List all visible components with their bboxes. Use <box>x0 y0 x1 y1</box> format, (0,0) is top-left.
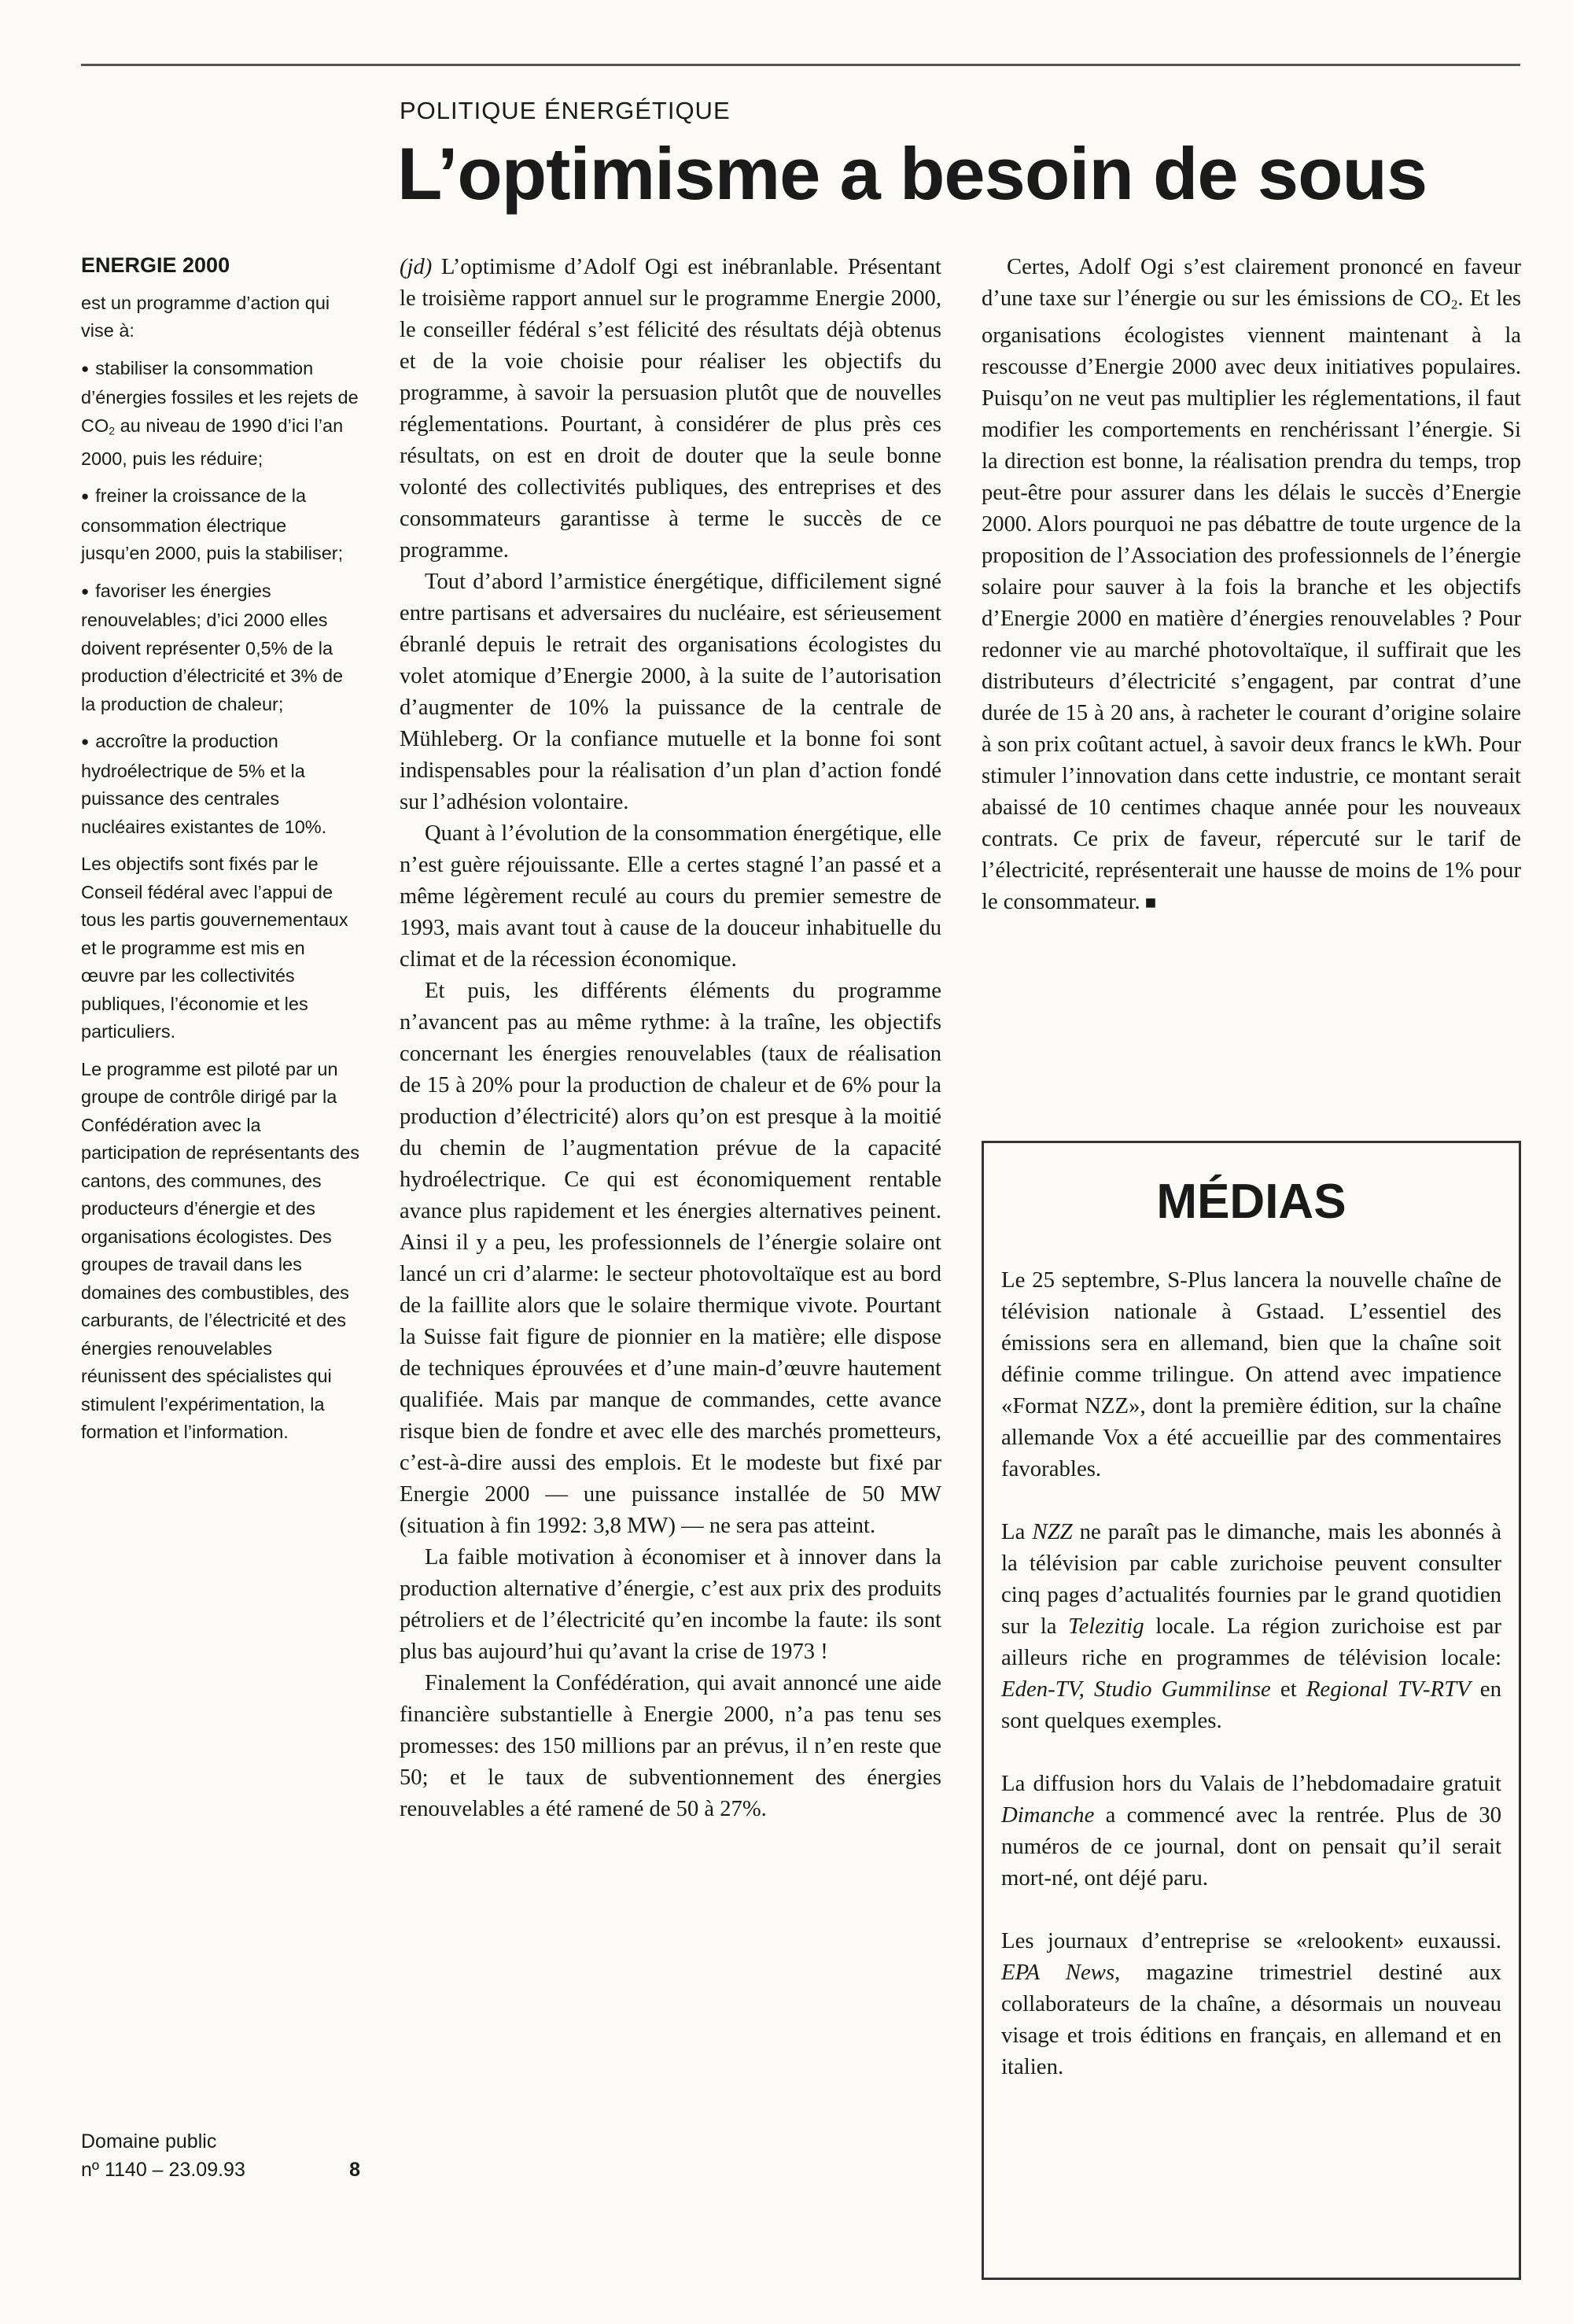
article-paragraph-1: (jd) L’optimisme d’Adolf Ogi est inébranlable. Présentant le troisième rapport annuel sur le programme Energie 2000, le conseiller fédéral s’est félicité des résultats déjà obtenus et de la voie choisie pour réaliser les objectifs du programme, à savoir la persuasion plutôt que de nouvelles réglementations. Pourtant, à considérer de plus près ces résultats, on est en droit de douter que la seule bonne volonté des collectivités publiques, des entreprises et des consommateurs garantisse à terme le succès de ce programme. <box>400 255 941 563</box>
page-footer <box>81 2127 360 2184</box>
media-box <box>982 1141 1521 2280</box>
sidebar-title: ENERGIE 2000 <box>81 253 230 277</box>
sidebar-bullet-4: ● accroître la production hydroélectrique de 5% et la puissance des centrales nucléaires existantes de 10%. <box>81 728 360 841</box>
article-paragraph-2: Tout d’abord l’armistice énergétique, difficilement signé entre partisans et adversaires du nucléaire, est sérieusement ébranlé depuis le retrait des organisations écologistes du volet atomique d’Energie 2000, à la suite de l’autorisation d’augmenter de 10% la puissance de la centrale de Mühleberg. Or la confiance mutuelle et la bonne foi sont indispensables pour la réalisation d’un plan d’action fondé sur l’adhésion volontaire. <box>400 570 941 814</box>
media-paragraph-1: Le 25 septembre, S-Plus lancera la nouvelle chaîne de télévision nationale à Gstaad. L’essentiel des émissions sera en allemand, bien que la chaîne soit définie comme trilingue. On attend avec impatience «Format NZZ», dont la première édition, sur la chaîne allemande Vox a été accueillie par des commentaires favorables. <box>1001 1267 1501 1481</box>
media-paragraph-2: La NZZ ne paraît pas le dimanche, mais les abonnés à la télévision par cable zurichoise peuvent consulter cinq pages d’actualités fournies par le grand quotidien sur la Telezitig locale. La région zurichoise est par ailleurs riche en programmes de télévision locale: Eden-TV, Studio Gummilinse et Regional TV-RTV en sont quelques exemples. <box>1001 1519 1501 1733</box>
author-initials: (jd) <box>400 255 433 279</box>
sidebar-paragraph-1: Les objectifs sont fixés par le Conseil fédéral avec l’appui de tous les partis gouvernementaux et le programme est mis en œuvre par les collectivités publiques, l’économie et les particuliers. <box>81 854 348 1042</box>
page-number: 8 <box>349 2159 360 2181</box>
sidebar-energie-2000 <box>81 252 360 1456</box>
article-paragraph-7: Certes, Adolf Ogi s’est clairement prononcé en faveur d’une taxe sur l’énergie ou sur les émissions de $CO_2$. Et les organisations écologistes viennent maintenant à la rescousse d’Energie 2000 avec deux initiatives populaires. Puisqu’on ne veut pas multiplier les réglementations, il faut modifier les comportements en renchérissant l’énergie. Si la direction est bonne, la réalisation prendra du temps, trop peut-être pour assurer dans les délais le succès d’Energie 2000. Alors pourquoi ne pas débattre de toute urgence de la proposition de l’Association des professionnels de l’énergie solaire pour sauver à la fois la branche et les objectifs d’Energie 2000 en matière d’énergies renouvelables ? Pour redonner vie au marché photovoltaïque, il suffirait que les distributeurs d’électricité s’engagent, par contrat d’une durée de 15 à 20 ans, à racheter le courant d’origine solaire à son prix coûtant actuel, à savoir deux francs le kWh. Pour stimuler l’innovation dans cette industrie, ce montant serait abaissé de 10 centimes chaque année pour les nouveaux contrats. Ce prix de faveur, répercuté sur le tarif de l’électricité, représenterait une hausse de moins de 1% pour le consommateur. ■ <box>982 252 1521 919</box>
article-column-1 <box>400 252 941 1825</box>
article-paragraph-4: Et puis, les différents éléments du programme n’avancent pas au même rythme: à la traîne, les objectifs concernant les énergies renouvelables (taux de réalisation de 15 à 20% pour la production de chaleur et de 6% pour la production d’électricité) alors qu’on est presque à la moitié du chemin de l’augmentation prévue de la capacité hydroélectrique. Ce qui est économiquement rentable avance plus rapidement et les énergies alternatives peinent. Ainsi il y a peu, les professionnels de l’énergie solaire ont lancé un cri d’alarme: le secteur photovoltaïque est au bord de la faillite alors que le solaire thermique vivote. Pourtant la Suisse fait figure de pionnier en la matière; elle dispose de techniques éprouvées et d’une main-d’œuvre hautement qualifiée. Mais par manque de commandes, cette avance risque bien de fondre et avec elle des marchés prometteurs, c’est-à-dire aussi des emplois. Et le modeste but fixé par Energie 2000 — une puissance installée de 50 MW (situation à fin 1992: 3,8 MW) — ne sera pas atteint. <box>400 979 941 1538</box>
media-title: MÉDIAS <box>1156 1175 1346 1229</box>
top-rule <box>81 64 1520 66</box>
section-kicker: POLITIQUE ÉNERGÉTIQUE <box>400 97 731 124</box>
article-headline: L’optimisme a besoin de sous <box>397 132 1427 215</box>
article-paragraph-3: Quant à l’évolution de la consommation énergétique, elle n’est guère réjouissante. Elle a certes stagné l’an passé et a même légèrement reculé au cours du premier semestre de 1993, mais avant tout à cause de la douceur inhabituelle du climat et de la récession économique. <box>400 821 941 972</box>
sidebar-intro: est un programme d’action qui vise à: <box>81 292 330 341</box>
media-paragraph-4: Les journaux d’entreprise se «relookent» euxaussi. EPA News, magazine trimestriel destiné aux collaborateurs de la chaîne, a désormais un nouveau visage et trois éditions en français, en allemand et en italien. <box>1001 1928 1501 2079</box>
sidebar-paragraph-2: Le programme est piloté par un groupe de contrôle dirigé par la Confédération avec la participation de représentants des cantons, des communes, des producteurs d’énergie et des organisations écologistes. Des groupes de travail dans les domaines des combustibles, des carburants, de l’électricité et des énergies renouvelables réunissent des spécialistes qui stimulent l’expérimentation, la formation et l’information. <box>81 1058 360 1443</box>
publication-name: Domaine public <box>81 2130 217 2152</box>
article-column-2 <box>982 252 1521 919</box>
sidebar-bullet-2: ● freiner la croissance de la consommation électrique jusqu’en 2000, puis la stabiliser; <box>81 482 360 568</box>
end-mark: . Et les organisations écologistes viennent maintenant à la rescousse d’Energie 2000 avec deux initiatives populaires. Puisqu’on ne veut pas multiplier les réglementations, il faut modifier les comportements en renchérissant l’énergie. Si la direction est bonne, la réalisation prendra du temps, trop peut-être pour assurer dans les délais le succès d’Energie 2000. Alors pourquoi ne pas débattre de toute urgence de la proposition de l’Association des professionnels de l’énergie solaire pour sauver à la fois la branche et les objectifs d’Energie 2000 en matière d’énergies renouvelables ? Pour redonner vie au marché photovoltaïque, il suffirait que les distributeurs d’électricité s’engagent, par contrat d’une durée de 15 à 20 ans, à racheter le courant d’origine solaire à son prix coûtant actuel, à savoir deux francs le kWh. Pour stimuler l’innovation dans cette industrie, ce montant serait abaissé de 10 centimes chaque année pour les nouveaux contrats. Ce prix de faveur, répercuté sur le tarif de l’électricité, représenterait une hausse de moins de 1% pour le consommateur. ■ <box>982 286 1521 914</box>
sidebar-bullet-1: ● stabiliser la consommation d’énergies fossiles et les rejets de $CO_2$ au niveau de 1990 d’ici l’an 2000, puis les réduire; <box>81 355 360 474</box>
media-paragraph-3: La diffusion hors du Valais de l’hebdomadaire gratuit Dimanche a commencé avec la rentrée. Plus de 30 numéros de ce journal, dont on pensait qu’il serait mort-né, ont déjé paru. <box>1001 1771 1501 1891</box>
article-paragraph-5: La faible motivation à économiser et à innover dans la production alternative d’énergie, c’est aux prix des produits pétroliers et de l’électricité qu’en incombe la faute: ils sont plus bas aujourd’hui qu’avant la crise de 1973 ! <box>400 1545 941 1664</box>
sidebar-bullet-3: ● favoriser les énergies renouvelables; d’ici 2000 elles doivent représenter 0,5% de la production d’électricité et 3% de la production de chaleur; <box>81 577 360 719</box>
article-paragraph-6: Finalement la Confédération, qui avait annoncé une aide financière substantielle à Energie 2000, n’a pas tenu ses promesses: des 150 millions par an prévus, il n’en reste que 50; et le taux de subventionnement des énergies renouvelables a été ramené de 50 à 27%. <box>400 1671 941 1821</box>
issue-number: nº 1140 – 23.09.93 <box>81 2159 245 2181</box>
